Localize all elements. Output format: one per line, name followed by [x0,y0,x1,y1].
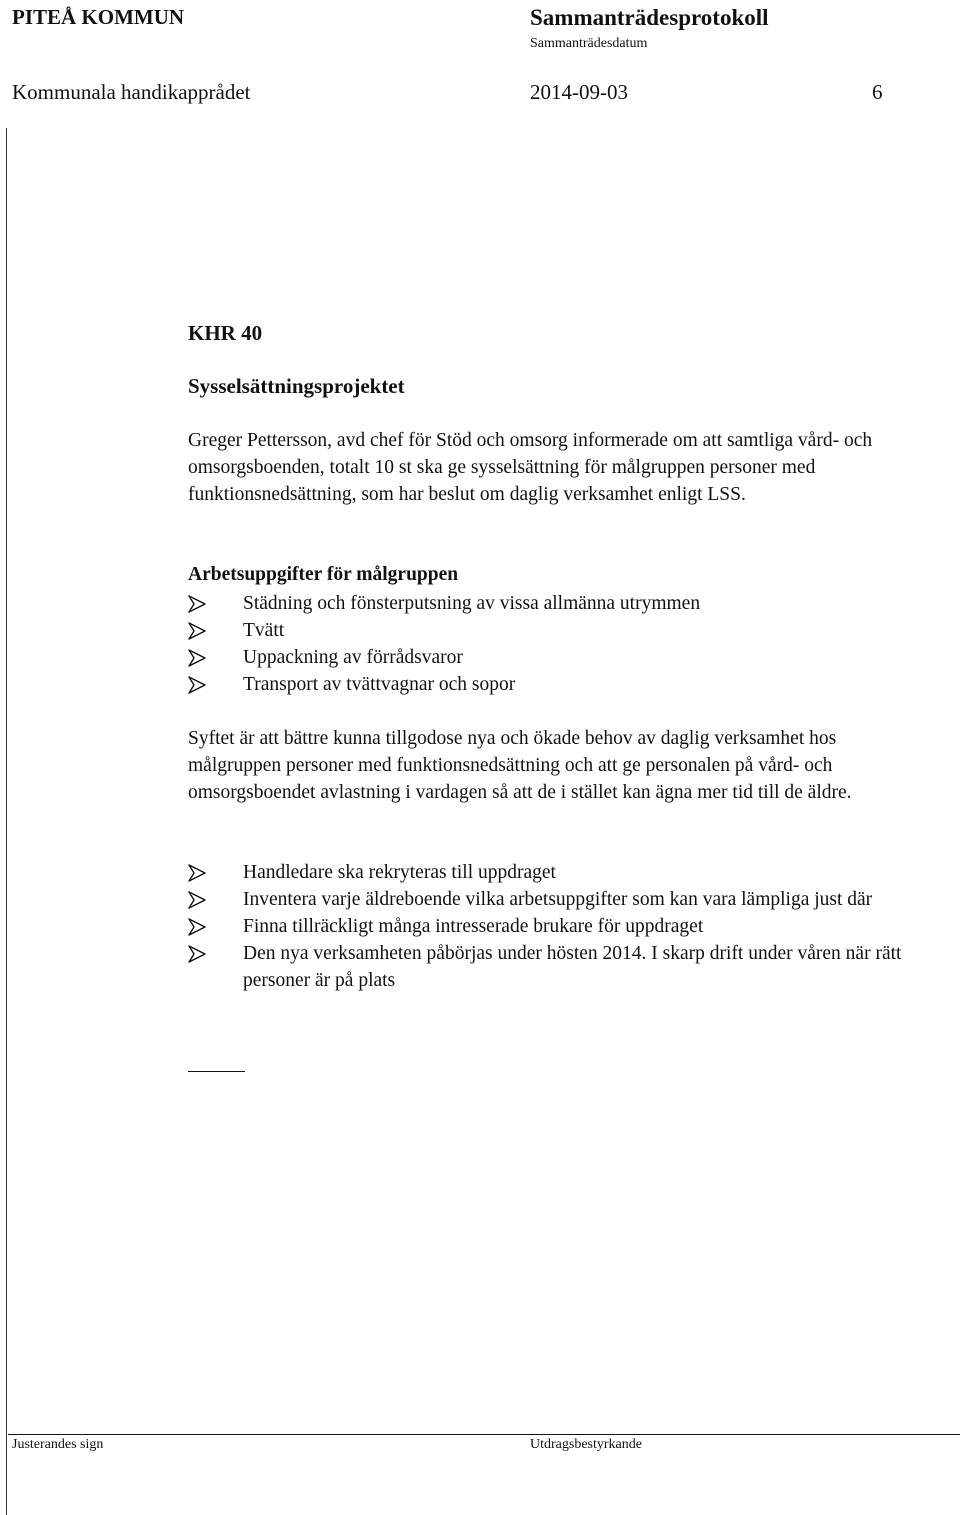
list-item [188,940,918,994]
task-text: Tvätt [243,620,285,641]
page-number: 6 [872,80,883,104]
tasks-list [188,590,918,698]
arrow-bullet-icon [188,671,208,698]
list-item [188,913,918,940]
list-item [188,886,918,913]
arrow-bullet-icon [188,859,208,886]
adjuster-sign-label: Justerandes sign [12,1437,104,1452]
organization-name: PITEÅ KOMMUN [12,5,185,29]
protocol-title: Sammanträdesprotokoll [530,5,769,30]
action-text: Finna tillräckligt många intresserade brukare för uppdraget [243,916,704,937]
arrow-bullet-icon [188,940,208,967]
tasks-heading: Arbetsuppgifter för målgruppen [188,564,459,585]
section-end-rule [188,1071,245,1072]
arrow-bullet-icon [188,913,208,940]
arrow-bullet-icon [188,617,208,644]
footer-rule [8,1434,960,1435]
meeting-date-label: Sammanträdesdatum [530,36,648,51]
list-item [188,590,918,617]
task-text: Städning och fönsterputsning av vissa allmänna utrymmen [243,593,701,614]
paragraph-title: Sysselsättningsprojektet [188,374,405,398]
meeting-date: 2014-09-03 [530,80,628,104]
actions-list [188,859,918,994]
margin-line [6,128,7,1515]
action-text: Inventera varje äldreboende vilka arbetsuppgifter som kan vara lämpliga just där [243,889,873,910]
intro-paragraph: Greger Pettersson, avd chef för Stöd och omsorg informerade om att samtliga vård- och omsorgsboenden, totalt 10 st ska ge sysselsättning för målgruppen personer med funktionsnedsättning, som har beslut om daglig verksamhet enligt LSS. [188,430,873,505]
list-item [188,671,918,698]
body-name: Kommunala handikapprådet [12,80,251,104]
purpose-paragraph: Syftet är att bättre kunna tillgodose nya och ökade behov av daglig verksamhet hos målgruppen personer med funktionsnedsättning och att ge personalen på vård- och omsorgsboendet avlastning i vardagen så att de i stället kan ägna mer tid till de äldre. [188,728,852,803]
extract-certifier-label: Utdragsbestyrkande [530,1437,642,1452]
list-item [188,617,918,644]
arrow-bullet-icon [188,886,208,913]
list-item [188,859,918,886]
action-text: Den nya verksamheten påbörjas under hösten 2014. I skarp drift under våren när rätt personer är på plats [243,943,902,991]
arrow-bullet-icon [188,644,208,671]
task-text: Transport av tvättvagnar och sopor [243,674,516,695]
list-item [188,644,918,671]
arrow-bullet-icon [188,590,208,617]
task-text: Uppackning av förrådsvaror [243,647,463,668]
action-text: Handledare ska rekryteras till uppdraget [243,862,556,883]
paragraph-number: KHR 40 [188,321,263,345]
